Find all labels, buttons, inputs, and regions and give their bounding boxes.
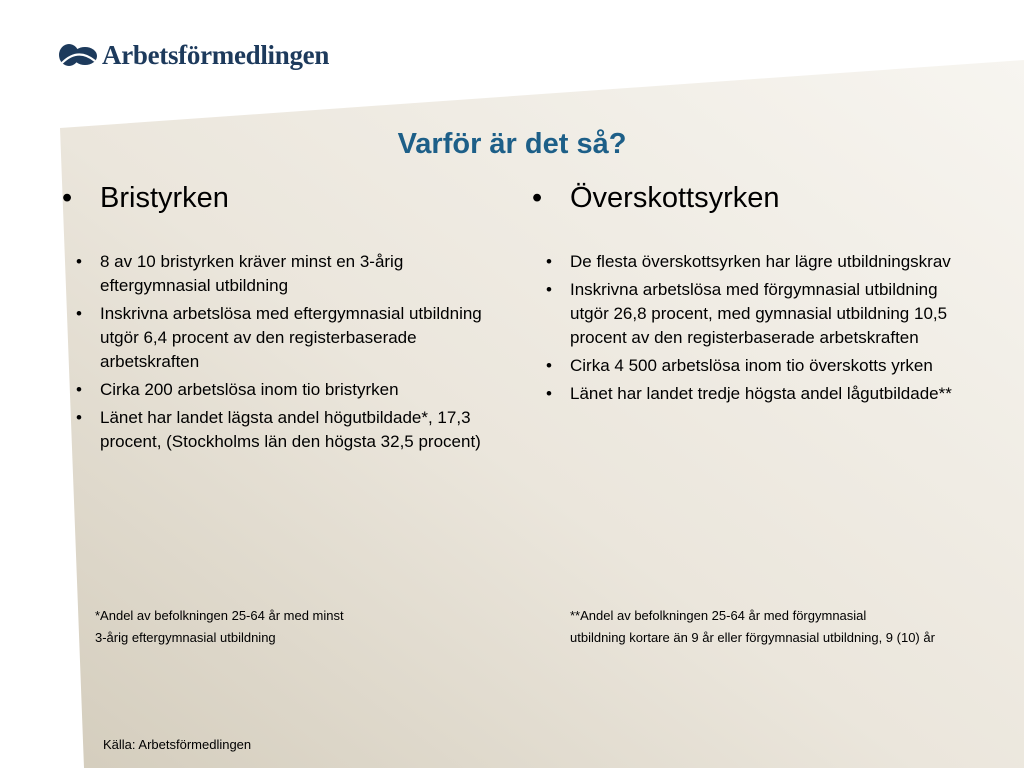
left-footnote	[95, 605, 344, 649]
left-column	[62, 178, 512, 451]
list-item	[532, 354, 972, 378]
left-heading	[62, 178, 512, 218]
bullet-icon: •	[76, 304, 82, 323]
left-footnote-line1: *Andel av befolkningen 25-64 år med minst	[95, 608, 344, 623]
brand-name: Arbetsförmedlingen	[102, 40, 330, 70]
list-item	[532, 250, 972, 274]
slide-title: Varför är det så?	[397, 128, 627, 160]
right-footnote-line1: **Andel av befolkningen 25-64 år med förgymnasial	[570, 608, 867, 623]
brand-logo	[58, 38, 329, 72]
right-footnote	[570, 605, 935, 649]
right-column	[532, 178, 972, 403]
list-item	[62, 250, 512, 298]
right-heading	[532, 178, 972, 218]
list-item-text: Cirka 200 arbetslösa inom tio bristyrken	[100, 380, 399, 399]
list-item	[62, 302, 512, 374]
bullet-icon: •	[62, 182, 73, 214]
right-list	[532, 250, 972, 410]
left-heading-text: Bristyrken	[100, 182, 229, 214]
bullet-icon: •	[76, 252, 82, 271]
list-item-text: Inskrivna arbetslösa med förgymnasial utbildning utgör 26,8 procent, med gymnasial utbildning 10,5 procent av den registerbaserade arbetskraften	[570, 280, 948, 347]
bullet-icon: •	[546, 356, 552, 375]
list-item	[532, 382, 972, 406]
list-item-text: 8 av 10 bristyrken kräver minst en 3-årig eftergymnasial utbildning	[100, 252, 404, 295]
right-heading-text: Överskottsyrken	[570, 182, 780, 214]
list-item-text: Länet har landet tredje högsta andel lågutbildade**	[570, 384, 952, 403]
list-item-text: Cirka 4 500 arbetslösa inom tio överskotts yrken	[570, 356, 933, 375]
left-list	[62, 250, 512, 458]
list-item	[532, 278, 972, 350]
bullet-icon: •	[546, 252, 552, 271]
list-item	[62, 378, 512, 402]
logo-mark-icon	[58, 43, 98, 67]
list-item-text: De flesta överskottsyrken har lägre utbildningskrav	[570, 252, 951, 271]
list-item-text: Inskrivna arbetslösa med eftergymnasial utbildning utgör 6,4 procent av den registerbaserade arbetskraften	[100, 304, 482, 371]
list-item-text: Länet har landet lägsta andel högutbildade*, 17,3 procent, (Stockholms län den högsta 32,5 procent)	[100, 408, 481, 451]
bullet-icon: •	[532, 182, 543, 214]
left-footnote-line2: 3-årig eftergymnasial utbildning	[95, 630, 276, 645]
bullet-icon: •	[546, 384, 552, 403]
bullet-icon: •	[546, 280, 552, 299]
right-footnote-line2: utbildning kortare än 9 år eller förgymnasial utbildning, 9 (10) år	[570, 630, 935, 645]
bullet-icon: •	[76, 408, 82, 427]
bullet-icon: •	[76, 380, 82, 399]
list-item	[62, 406, 512, 454]
source-note: Källa: Arbetsförmedlingen	[103, 737, 252, 752]
